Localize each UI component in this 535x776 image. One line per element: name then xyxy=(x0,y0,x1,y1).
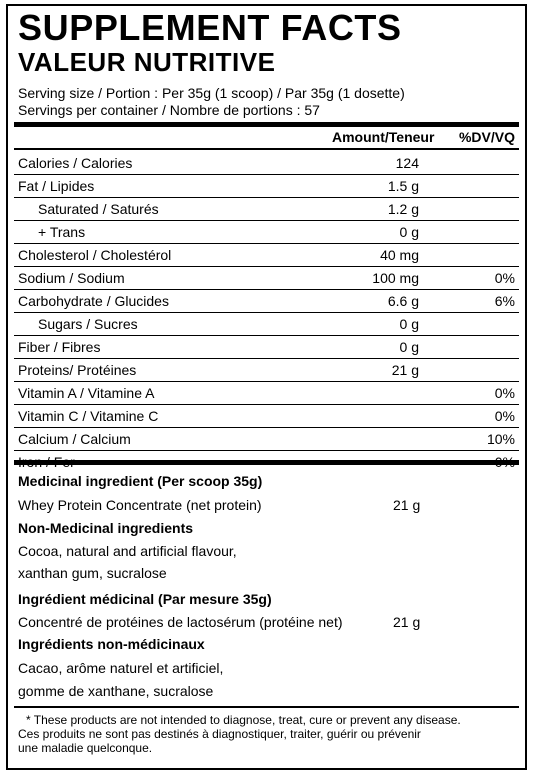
footnote-rule xyxy=(14,706,519,708)
medicinal-amount-fr: 21 g xyxy=(393,614,421,630)
nutrient-name: Carbohydrate / Glucides xyxy=(18,293,169,309)
nutrient-row xyxy=(14,175,519,198)
thick-rule-top xyxy=(14,122,519,127)
nutrient-name: Saturated / Saturés xyxy=(38,201,159,217)
medicinal-item-en: Whey Protein Concentrate (net protein) xyxy=(18,497,262,513)
nutrient-name: Sodium / Sodium xyxy=(18,270,125,286)
nutrient-row xyxy=(14,244,519,267)
nonmedicinal-line2-en: xanthan gum, sucralose xyxy=(18,565,167,581)
nutrient-name: Cholesterol / Cholestérol xyxy=(18,247,172,263)
nutrient-dv: 0% xyxy=(494,385,515,401)
nonmedicinal-heading-fr: Ingrédients non-médicinaux xyxy=(18,636,205,652)
nutrient-name: Fat / Lipides xyxy=(18,178,95,194)
panel-title: SUPPLEMENT FACTS xyxy=(18,7,402,48)
nutrient-table xyxy=(14,152,519,473)
supplement-facts-panel xyxy=(6,4,527,770)
nutrient-dv: 10% xyxy=(486,431,515,447)
nonmedicinal-heading-en: Non-Medicinal ingredients xyxy=(18,520,194,536)
footnote-line-3: une maladie quelconque. xyxy=(18,741,153,755)
nutrient-dv: 0% xyxy=(494,408,515,424)
nutrient-name: Calories / Calories xyxy=(18,155,133,171)
servings-per-container: Servings per container / Nombre de portions : 57 xyxy=(18,102,320,118)
nutrient-amount: 6.6 g xyxy=(387,293,419,309)
nutrient-amount: 0 g xyxy=(399,224,419,240)
nutrient-name: Vitamin A / Vitamine A xyxy=(18,385,155,401)
nutrient-row xyxy=(14,359,519,382)
nutrient-name: Sugars / Sucres xyxy=(38,316,138,332)
medicinal-amount-en: 21 g xyxy=(393,497,421,513)
nutrient-amount: 124 xyxy=(395,155,419,171)
medicinal-item-fr: Concentré de protéines de lactosérum (protéine net) xyxy=(18,614,343,630)
nutrient-amount: 100 mg xyxy=(372,270,419,286)
nonmedicinal-line1-fr: Cacao, arôme naturel et artificiel, xyxy=(18,660,224,676)
footnote-line-1: * These products are not intended to diagnose, treat, cure or prevent any disease. xyxy=(26,713,461,727)
medicinal-heading-fr: Ingrédient médicinal (Par mesure 35g) xyxy=(18,591,272,607)
nutrient-dv: 6% xyxy=(494,293,515,309)
nutrient-row xyxy=(14,405,519,428)
nutrient-name: Proteins/ Protéines xyxy=(18,362,137,378)
header-rule xyxy=(14,148,519,150)
nutrient-name: Fiber / Fibres xyxy=(18,339,101,355)
nutrient-row xyxy=(14,152,519,175)
nonmedicinal-line2-fr: gomme de xanthane, sucralose xyxy=(18,683,214,699)
medicinal-heading-en: Medicinal ingredient (Per scoop 35g) xyxy=(18,473,263,489)
dv-column-header: %DV/VQ xyxy=(458,129,515,145)
serving-size: Serving size / Portion : Per 35g (1 scoop) / Par 35g (1 dosette) xyxy=(18,85,405,101)
footnote-line-2: Ces produits ne sont pas destinés à diagnostiquer, traiter, guérir ou prévenir xyxy=(18,727,421,741)
nutrient-row xyxy=(14,221,519,244)
nutrient-row xyxy=(14,290,519,313)
nutrient-row xyxy=(14,428,519,451)
amount-column-header: Amount/Teneur xyxy=(332,129,435,145)
nutrient-row xyxy=(14,382,519,405)
nutrient-row xyxy=(14,267,519,290)
nutrient-amount: 1.2 g xyxy=(387,201,419,217)
nutrient-row xyxy=(14,313,519,336)
panel-subtitle: VALEUR NUTRITIVE xyxy=(18,47,276,77)
nutrient-row xyxy=(14,336,519,359)
nutrient-amount: 0 g xyxy=(399,316,419,332)
nutrient-amount: 21 g xyxy=(391,362,419,378)
nutrient-name: Calcium / Calcium xyxy=(18,431,131,447)
nutrient-dv: 0% xyxy=(494,270,515,286)
nutrient-name: Vitamin C / Vitamine C xyxy=(18,408,159,424)
nutrient-amount: 1.5 g xyxy=(387,178,419,194)
nutrient-amount: 0 g xyxy=(399,339,419,355)
nutrient-amount: 40 mg xyxy=(380,247,419,263)
thick-rule-middle xyxy=(14,460,519,465)
nutrient-row xyxy=(14,198,519,221)
nutrient-name: + Trans xyxy=(38,224,86,240)
nonmedicinal-line1-en: Cocoa, natural and artificial flavour, xyxy=(18,543,237,559)
